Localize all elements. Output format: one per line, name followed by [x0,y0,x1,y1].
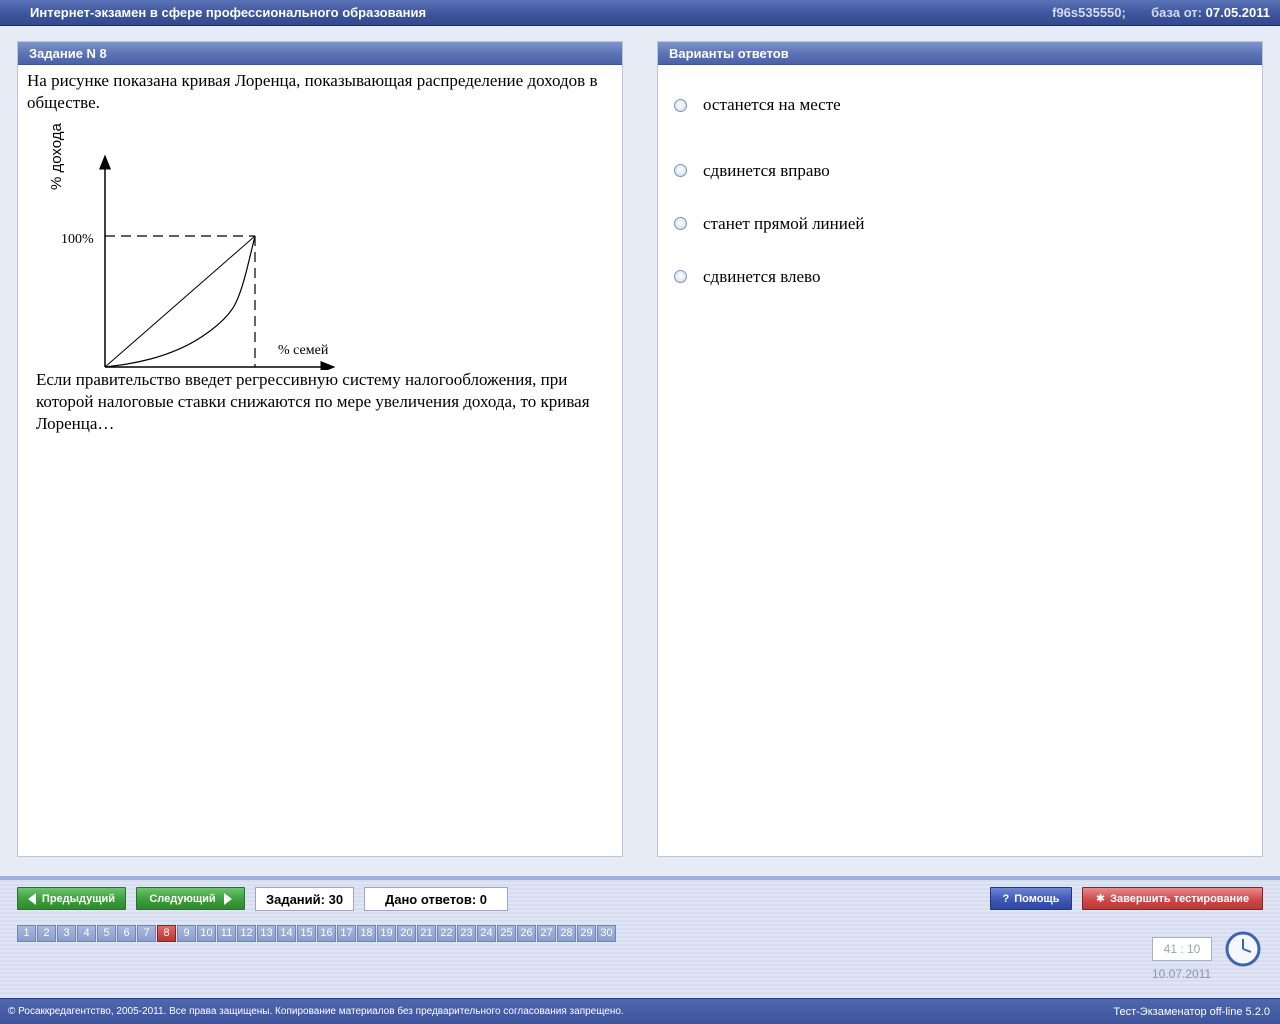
answers-panel [657,41,1263,857]
answer-label[interactable]: станет прямой линией [703,213,865,233]
page-button-9[interactable]: 9 [177,925,196,942]
page-button-18[interactable]: 18 [357,925,376,942]
page-button-2[interactable]: 2 [37,925,56,942]
session-id: f96s535550; [1052,5,1126,20]
page-button-6[interactable]: 6 [117,925,136,942]
radio-button[interactable] [674,270,687,283]
finish-button[interactable] [1082,887,1263,910]
answers-header: Варианты ответов [658,42,1262,65]
page-button-19[interactable]: 19 [377,925,396,942]
page-button-16[interactable]: 16 [317,925,336,942]
arrow-right-icon [224,893,232,905]
task-text-bottom: Если правительство введет регрессивную систему налогообложения, при которой налоговые ставки снижаются по мере увеличения дохода, то кривая Лоренца… [36,370,590,433]
y-tick-label: 100% [61,232,94,247]
help-button[interactable] [990,887,1072,910]
page-button-3[interactable]: 3 [57,925,76,942]
prev-button-label: Предыдущий [41,892,116,905]
page-button-10[interactable]: 10 [197,925,216,942]
page-button-12[interactable]: 12 [237,925,256,942]
timer-display: 41 : 10 [1152,937,1212,961]
finish-button-label: Завершить тестирование [1110,892,1250,905]
running-man-icon: ✱ [1095,893,1106,905]
y-axis-label: % дохода [48,123,65,190]
tasks-count: Заданий: 30 [255,887,354,911]
title-info [1052,5,1270,20]
window-title: Интернет-экзамен в сфере профессионального образования [30,5,427,20]
answer-option-1[interactable] [658,91,1262,119]
page-button-15[interactable]: 15 [297,925,316,942]
page-button-22[interactable]: 22 [437,925,456,942]
copyright-text: © Росаккредагентство, 2005-2011. Все права защищены. Копирование материалов без предварительного согласования запрещено. [8,1006,624,1017]
clock-icon [1224,930,1262,968]
page-button-30[interactable]: 30 [597,925,616,942]
page-button-5[interactable]: 5 [97,925,116,942]
prev-button[interactable] [17,887,126,910]
radio-button[interactable] [674,164,687,177]
footer [0,998,1280,1024]
next-button-label: Следующий [149,892,216,905]
answer-list [658,65,1262,303]
page-button-23[interactable]: 23 [457,925,476,942]
answers-count: Дано ответов: 0 [364,887,508,911]
radio-button[interactable] [674,217,687,230]
current-date: 10.07.2011 [1152,967,1212,981]
page-button-13[interactable]: 13 [257,925,276,942]
page-button-14[interactable]: 14 [277,925,296,942]
task-text-top: На рисунке показана кривая Лоренца, показывающая распределение доходов в обществе. [27,71,598,112]
page-button-8[interactable]: 8 [157,925,176,942]
page-button-26[interactable]: 26 [517,925,536,942]
version-text: Тест-Экзаменатор off-line 5.2.0 [1113,1005,1270,1018]
page-button-25[interactable]: 25 [497,925,516,942]
answer-label[interactable]: сдвинется влево [703,266,821,286]
answer-option-3[interactable] [658,197,1262,250]
series-equality-line [105,236,255,367]
page-button-4[interactable]: 4 [77,925,96,942]
base-label: база от: [1151,5,1203,20]
page-button-29[interactable]: 29 [577,925,596,942]
page-button-27[interactable]: 27 [537,925,556,942]
answer-option-4[interactable] [658,250,1262,303]
page-button-24[interactable]: 24 [477,925,496,942]
page-button-21[interactable]: 21 [417,925,436,942]
page-button-28[interactable]: 28 [557,925,576,942]
help-icon: ? [1002,892,1010,905]
radio-button[interactable] [674,99,687,112]
next-button[interactable] [136,887,245,910]
x-axis-label: % семей [278,343,329,358]
page-button-7[interactable]: 7 [137,925,156,942]
task-panel [17,41,623,857]
answer-label[interactable]: сдвинется вправо [703,160,830,180]
lorenz-chart [28,110,348,370]
title-bar [0,0,1280,26]
arrow-left-icon [28,893,36,905]
page-button-20[interactable]: 20 [397,925,416,942]
answer-option-2[interactable] [658,144,1262,197]
base-date: 07.05.2011 [1205,5,1270,20]
page-button-17[interactable]: 17 [337,925,356,942]
page-button-1[interactable]: 1 [17,925,36,942]
task-header: Задание N 8 [18,42,622,65]
help-button-label: Помощь [1014,892,1060,905]
page-navigator [17,925,617,942]
page-button-11[interactable]: 11 [217,925,236,942]
answer-label[interactable]: останется на месте [703,95,841,114]
